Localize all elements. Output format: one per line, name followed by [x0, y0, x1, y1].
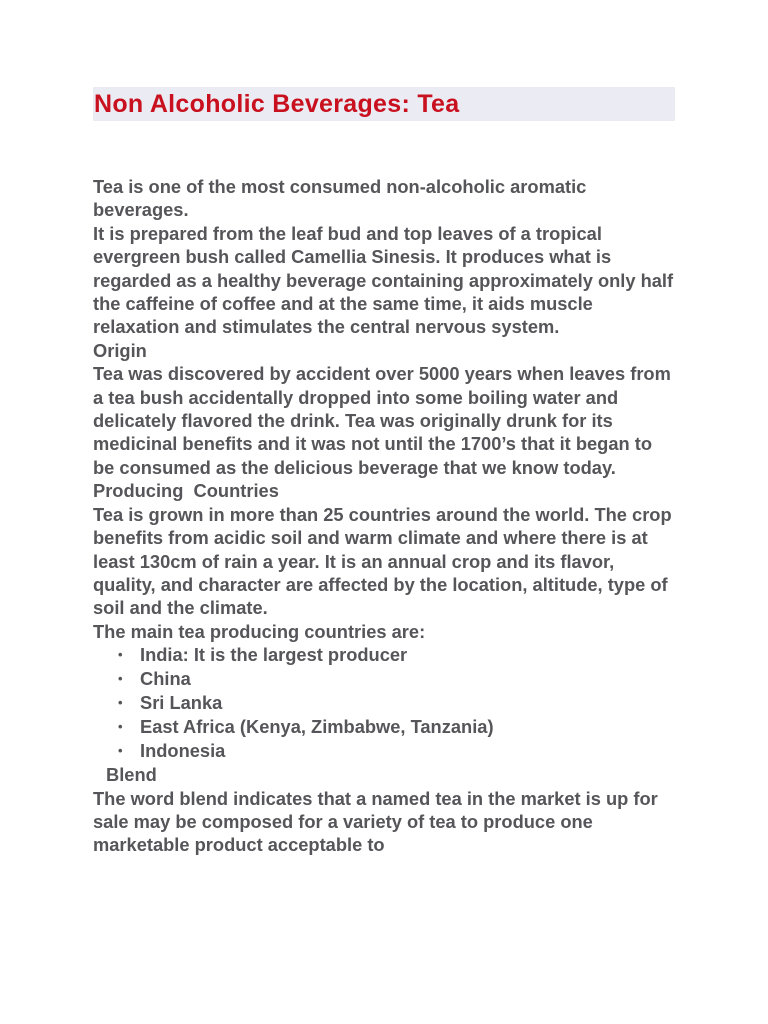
blend-paragraph: The word blend indicates that a named tea in the market is up for sale may be composed for a variety of tea to produce one marketable product acceptable to [93, 787, 658, 856]
document-title: Non Alcoholic Beverages: Tea [94, 89, 460, 118]
list-item-text: India: It is the largest producer [140, 644, 408, 666]
title-bar [93, 87, 675, 121]
list-item [118, 643, 675, 667]
origin-heading: Origin [93, 339, 147, 361]
countries-list-intro: The main tea producing countries are: [93, 620, 426, 642]
countries-list [93, 643, 675, 763]
intro-paragraph-2: It is prepared from the leaf bud and top leaves of a tropical evergreen bush called Camellia Sinesis. It produces what is regarded as a healthy beverage containing approximately only half the caffeine of coffee and at the same time, it aids muscle relaxation and stimulates the central nervous system. [93, 222, 674, 338]
list-item-text: Sri Lanka [140, 692, 223, 714]
list-item-text: China [140, 668, 191, 690]
bullet-icon: • [118, 743, 123, 759]
list-item [118, 715, 675, 739]
origin-paragraph: Tea was discovered by accident over 5000 years when leaves from a tea bush accidentally dropped into some boiling water and delicately flavored the drink. Tea was originally drunk for its medicinal benefits and it was not until the 1700’s that it began to be consumed as the delicious beverage that we know today. [93, 363, 671, 478]
intro-paragraph-1: Tea is one of the most consumed non-alcoholic aromatic beverages. [93, 176, 587, 221]
document-page [93, 87, 675, 857]
list-item [118, 667, 675, 691]
blend-heading: Blend [106, 764, 157, 786]
bullet-icon: • [118, 719, 123, 735]
list-item [118, 691, 675, 715]
bullet-icon: • [118, 647, 123, 663]
producing-countries-paragraph: Tea is grown in more than 25 countries around the world. The crop benefits from acidic soil and warm climate and where there is at least 130cm of rain a year. It is an annual crop and its flavor, quality, and character are affected by the location, altitude, type of soil and the climate. [93, 503, 672, 619]
bullet-icon: • [118, 671, 123, 687]
producing-countries-heading: Producing Countries [93, 480, 279, 502]
list-item [118, 739, 675, 763]
list-item-text: Indonesia [140, 740, 226, 762]
bullet-icon: • [118, 695, 123, 711]
list-item-text: East Africa (Kenya, Zimbabwe, Tanzania) [140, 716, 494, 738]
document-body [93, 175, 675, 857]
